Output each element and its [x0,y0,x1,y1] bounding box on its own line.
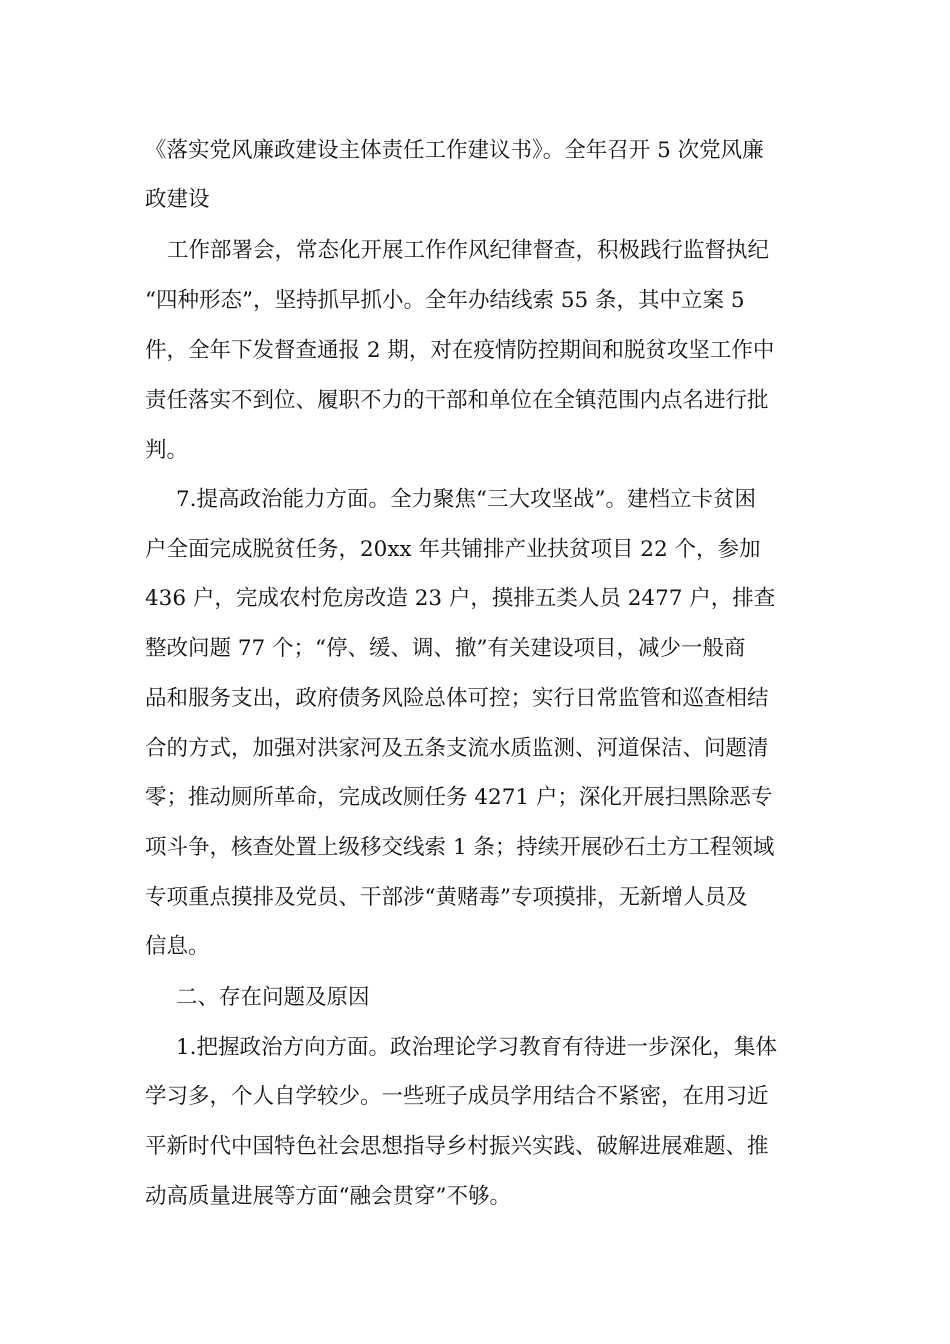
text-line: 动高质量进展等方面“融会贯穿”不够。 [145,1184,511,1209]
text-line: 《落实党风廉政建设主体责任工作建议书》。全年召开 5 次党风廉 [145,138,764,163]
text-line: 判。 [145,438,189,463]
section-heading: 二、存在问题及原因 [176,985,370,1010]
text-line: 责任落实不到位、履职不力的干部和单位在全镇范围内点名进行批 [145,388,769,413]
text-line: 合的方式，加强对洪家河及五条支流水质监测、河道保洁、问题清 [145,736,769,761]
text-line: 件，全年下发督查通报 2 期，对在疫情防控期间和脱贫攻坚工作中 [145,338,775,363]
text-line: 7.提高政治能力方面。全力聚焦“三大攻坚战”。建档立卡贫困 [176,487,756,512]
text-line: 整改问题 77 个；“停、缓、调、撤”有关建设项目，减少一般商 [145,636,746,661]
text-line: 项斗争，核查处置上级移交线索 1 条；持续开展砂石土方工程领域 [145,835,775,860]
text-line: 1.把握政治方向方面。政治理论学习教育有待进一步深化，集体 [176,1035,778,1060]
text-line: 零；推动厕所革命，完成改厕任务 4271 户；深化开展扫黑除恶专 [145,785,773,810]
text-line: 436 户，完成农村危房改造 23 户，摸排五类人员 2477 户，排查 [145,586,776,611]
text-line: 专项重点摸排及党员、干部涉“黄赌毒”专项摸排，无新增人员及 [145,885,748,910]
text-line: “四种形态”，坚持抓早抓小。全年办结线索 55 条，其中立案 5 [145,288,745,313]
text-line: 平新时代中国特色社会思想指导乡村振兴实践、破解进展难题、推 [145,1134,769,1159]
text-line: 政建设 [145,187,210,212]
text-line: 信息。 [145,934,210,959]
text-line: 户全面完成脱贫任务，20xx 年共铺排产业扶贫项目 22 个，参加 [145,537,761,562]
text-line: 工作部署会，常态化开展工作作风纪律督查，积极践行监督执纪 [167,238,770,263]
text-line: 品和服务支出，政府债务风险总体可控；实行日常监管和巡查相结 [145,686,769,711]
text-line: 学习多，个人自学较少。一些班子成员学用结合不紧密，在用习近 [145,1084,769,1109]
